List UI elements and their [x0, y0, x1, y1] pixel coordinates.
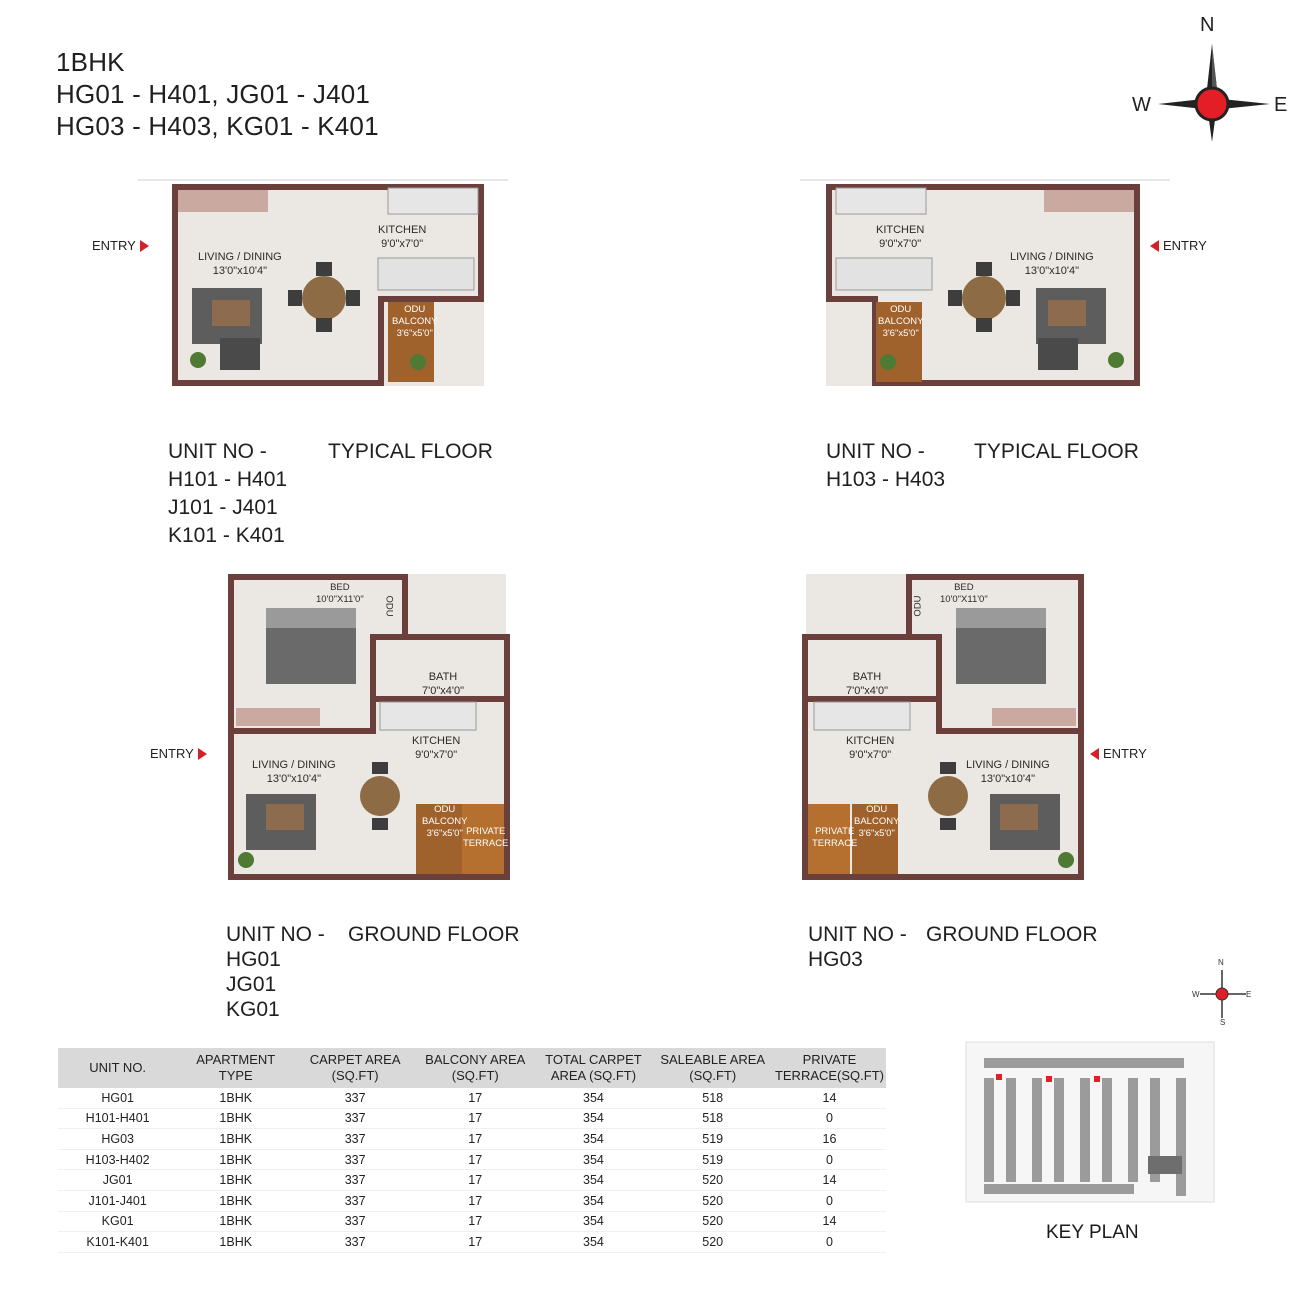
table-cell: 518	[652, 1108, 772, 1129]
room-dimension: 13'0"x10'4"	[266, 773, 321, 785]
room-dimension: 10'0"X11'0"	[940, 594, 988, 605]
table-cell: 518	[652, 1088, 772, 1108]
table-cell: 17	[416, 1088, 534, 1108]
unit-info-ground-right	[808, 922, 907, 972]
header-label: AREA (SQ.FT)	[550, 1068, 637, 1083]
entry-marker	[1090, 746, 1147, 761]
col-carpet-area	[294, 1048, 416, 1088]
table-cell: 520	[652, 1170, 772, 1191]
table-row	[58, 1190, 886, 1211]
room-dimension: 10'0"X11'0"	[316, 594, 364, 605]
table-cell: 337	[294, 1129, 416, 1150]
room-bed-label	[316, 582, 364, 606]
table-cell: 519	[652, 1129, 772, 1150]
unit-no-label: UNIT NO -	[168, 440, 267, 463]
table-cell: 354	[534, 1088, 652, 1108]
room-kitchen-label	[412, 734, 460, 762]
header-label: PRIVATE	[802, 1052, 857, 1067]
room-name: ODU	[434, 804, 456, 815]
table-cell: 354	[534, 1129, 652, 1150]
table-cell: 1BHK	[177, 1088, 294, 1108]
floor-plan-ground-left	[226, 572, 512, 884]
table-cell: 520	[652, 1232, 772, 1253]
table-cell: 14	[773, 1211, 886, 1232]
floor-type-label: TYPICAL FLOOR	[328, 440, 493, 463]
col-apartment-type	[177, 1048, 294, 1088]
compass-s: S	[1220, 1018, 1226, 1027]
table-cell: 354	[534, 1232, 652, 1253]
header-label: CARPET AREA	[309, 1052, 401, 1067]
room-name: BALCONY	[422, 816, 468, 827]
floor-plan-typical-left	[138, 150, 508, 390]
table-cell: 337	[294, 1108, 416, 1129]
table-cell: 337	[294, 1170, 416, 1191]
room-kitchen-label	[378, 223, 426, 251]
room-name: TERRACE	[812, 838, 858, 849]
col-total-carpet	[534, 1048, 652, 1088]
room-bed-label	[940, 582, 988, 606]
table-cell: 1BHK	[177, 1149, 294, 1170]
table-cell: 17	[416, 1108, 534, 1129]
room-name: BALCONY	[392, 316, 438, 327]
table-cell: H101-H401	[58, 1108, 177, 1129]
header-label: APARTMENT	[196, 1052, 276, 1067]
compass	[1128, 14, 1294, 154]
header-label: SALEABLE AREA	[660, 1052, 766, 1067]
unit-range: HG01	[226, 948, 281, 971]
area-table	[58, 1048, 886, 1253]
room-dimension: 9'0"x7'0"	[849, 749, 892, 761]
room-name: KITCHEN	[412, 735, 461, 747]
room-name: LIVING / DINING	[252, 759, 336, 771]
room-bath-label	[422, 670, 464, 698]
compass-e: E	[1246, 990, 1252, 999]
floor-type-label: TYPICAL FLOOR	[974, 440, 1139, 463]
room-dimension: 7'0"x4'0"	[846, 685, 888, 697]
table-cell: 354	[534, 1211, 652, 1232]
header-label: (SQ.FT)	[451, 1068, 499, 1083]
room-odu-label	[383, 595, 395, 616]
unit-range: K101 - K401	[168, 524, 285, 547]
room-name: BALCONY	[878, 316, 924, 327]
entry-label: ENTRY	[150, 746, 194, 761]
room-living-label	[1010, 250, 1094, 278]
table-row	[58, 1149, 886, 1170]
table-cell: 1BHK	[177, 1170, 294, 1191]
table-cell: 17	[416, 1129, 534, 1150]
floor-type-label: GROUND FLOOR	[348, 923, 520, 946]
key-plan-label: KEY PLAN	[1046, 1222, 1139, 1243]
table-cell: 337	[294, 1088, 416, 1108]
table-cell: 16	[773, 1129, 886, 1150]
room-dimension: 3'6"x5'0"	[396, 328, 433, 339]
header-label: (SQ.FT)	[331, 1068, 379, 1083]
table-cell: 17	[416, 1170, 534, 1191]
room-living-label	[966, 758, 1050, 786]
room-terrace-label	[463, 826, 508, 850]
table-cell: 337	[294, 1211, 416, 1232]
room-name: PRIVATE	[815, 826, 855, 837]
floor-plan-drawing	[800, 150, 1170, 390]
floor-type-label: GROUND FLOOR	[926, 923, 1098, 946]
unit-range: H103 - H403	[826, 468, 946, 491]
compass-rose-icon	[1190, 958, 1254, 1028]
col-unit-no	[58, 1048, 177, 1088]
table-row	[58, 1170, 886, 1191]
table-cell: 14	[773, 1170, 886, 1191]
room-kitchen-label	[846, 734, 894, 762]
unit-no-label: UNIT NO -	[808, 923, 907, 946]
room-dimension: 9'0"x7'0"	[879, 238, 922, 250]
room-living-label	[198, 250, 282, 278]
table-row	[58, 1088, 886, 1108]
header-label: TOTAL CARPET	[545, 1052, 642, 1067]
table-cell: 354	[534, 1149, 652, 1170]
room-name: KITCHEN	[846, 735, 895, 747]
header-label: (SQ.FT)	[689, 1068, 737, 1083]
compass-w: W	[1192, 990, 1200, 999]
entry-label: ENTRY	[92, 238, 136, 253]
room-balcony-label	[422, 804, 467, 840]
room-dimension: 3'6"x5'0"	[858, 828, 895, 839]
table-row	[58, 1129, 886, 1150]
floor-plan-drawing	[138, 150, 508, 390]
table-cell: H103-H402	[58, 1149, 177, 1170]
table-cell: 337	[294, 1190, 416, 1211]
unit-info-typical-left	[168, 438, 287, 550]
unit-range: JG01	[226, 973, 277, 996]
table-cell: 519	[652, 1149, 772, 1170]
unit-range: HG03	[808, 948, 863, 971]
room-name: LIVING / DINING	[1010, 251, 1094, 263]
compass-n: N	[1218, 958, 1224, 967]
room-dimension: 3'6"x5'0"	[882, 328, 919, 339]
table-cell: 17	[416, 1232, 534, 1253]
room-dimension: 3'6"x5'0"	[426, 828, 463, 839]
room-name: BED	[954, 582, 974, 593]
compass-n: N	[1200, 14, 1215, 36]
table-cell: 14	[773, 1088, 886, 1108]
table-row	[58, 1108, 886, 1129]
table-cell: 354	[534, 1108, 652, 1129]
col-saleable-area	[652, 1048, 772, 1088]
key-plan-compass	[1190, 958, 1254, 1028]
floor-plan-ground-right	[800, 572, 1086, 884]
table-cell: 1BHK	[177, 1190, 294, 1211]
room-name: ODU	[383, 595, 395, 617]
table-cell: KG01	[58, 1211, 177, 1232]
table-cell: J101-J401	[58, 1190, 177, 1211]
room-name: ODU	[890, 304, 912, 315]
room-name: ODU	[404, 304, 426, 315]
entry-arrow-icon	[1090, 748, 1099, 760]
room-bath-label	[846, 670, 888, 698]
header-label: TYPE	[218, 1068, 253, 1083]
header-line-1: 1BHK	[56, 47, 125, 77]
room-balcony-label	[392, 304, 437, 340]
unit-range: H101 - H401	[168, 468, 288, 491]
table-row	[58, 1232, 886, 1253]
table-cell: 17	[416, 1190, 534, 1211]
unit-no-label: UNIT NO -	[826, 440, 925, 463]
unit-range: J101 - J401	[168, 496, 278, 519]
table-cell: 17	[416, 1149, 534, 1170]
room-dimension: 9'0"x7'0"	[381, 238, 424, 250]
room-name: BALCONY	[854, 816, 900, 827]
table-body	[58, 1088, 886, 1252]
unit-info-typical-right	[826, 438, 945, 494]
room-name: KITCHEN	[378, 224, 427, 236]
table-cell: 520	[652, 1190, 772, 1211]
table-cell: 354	[534, 1170, 652, 1191]
table-cell: K101-K401	[58, 1232, 177, 1253]
header-line-2: HG01 - H401, JG01 - J401	[56, 79, 371, 109]
table-row	[58, 1211, 886, 1232]
entry-label: ENTRY	[1103, 746, 1147, 761]
room-dimension: 13'0"x10'4"	[980, 773, 1035, 785]
entry-label: ENTRY	[1163, 238, 1207, 253]
room-dimension: 13'0"x10'4"	[212, 265, 267, 277]
table-cell: 1BHK	[177, 1129, 294, 1150]
room-name: BED	[330, 582, 350, 593]
room-dimension: 13'0"x10'4"	[1024, 265, 1079, 277]
room-kitchen-label	[876, 223, 924, 251]
compass-w: W	[1132, 94, 1151, 116]
col-private-terrace	[773, 1048, 886, 1088]
unit-info-ground-left	[226, 922, 325, 1022]
room-terrace-label	[812, 826, 857, 850]
table-cell: 520	[652, 1211, 772, 1232]
col-balcony-area	[416, 1048, 534, 1088]
entry-marker	[150, 746, 207, 761]
room-balcony-label	[878, 304, 923, 340]
room-dimension: 9'0"x7'0"	[415, 749, 458, 761]
table-cell: 17	[416, 1211, 534, 1232]
key-plan-map	[962, 1038, 1218, 1208]
table-cell: 337	[294, 1149, 416, 1170]
key-plan-site-map	[962, 1038, 1218, 1208]
table-cell: 0	[773, 1232, 886, 1253]
compass-rose-icon	[1128, 14, 1294, 154]
floor-plan-typical-right	[800, 150, 1170, 390]
room-name: PRIVATE	[466, 826, 506, 837]
room-balcony-label	[854, 804, 899, 840]
room-name: KITCHEN	[876, 224, 925, 236]
table-cell: 1BHK	[177, 1211, 294, 1232]
table-cell: 1BHK	[177, 1108, 294, 1129]
room-name: LIVING / DINING	[966, 759, 1050, 771]
table-cell: HG01	[58, 1088, 177, 1108]
table-cell: 0	[773, 1108, 886, 1129]
room-odu-label	[913, 595, 925, 616]
unit-range: KG01	[226, 998, 280, 1021]
room-living-label	[252, 758, 336, 786]
room-name: ODU	[912, 595, 924, 617]
room-name: LIVING / DINING	[198, 251, 282, 263]
table-header-row	[58, 1048, 886, 1088]
unit-no-label: UNIT NO -	[226, 923, 325, 946]
table-cell: 1BHK	[177, 1232, 294, 1253]
table-cell: 337	[294, 1232, 416, 1253]
room-dimension: 7'0"x4'0"	[422, 685, 464, 697]
header-title	[56, 46, 379, 142]
table-cell: 0	[773, 1149, 886, 1170]
room-name: BATH	[428, 671, 458, 683]
header-label: UNIT NO.	[89, 1060, 147, 1075]
header-label: TERRACE(SQ.FT)	[774, 1068, 884, 1083]
header-label: BALCONY AREA	[425, 1052, 526, 1067]
table-cell: JG01	[58, 1170, 177, 1191]
room-name: ODU	[866, 804, 888, 815]
compass-e: E	[1274, 94, 1288, 116]
table-cell: 0	[773, 1190, 886, 1211]
table-cell: 354	[534, 1190, 652, 1211]
room-name: BATH	[852, 671, 882, 683]
table-cell: HG03	[58, 1129, 177, 1150]
room-name: TERRACE	[463, 838, 509, 849]
header-line-3: HG03 - H403, KG01 - K401	[56, 111, 379, 141]
entry-arrow-icon	[198, 748, 207, 760]
